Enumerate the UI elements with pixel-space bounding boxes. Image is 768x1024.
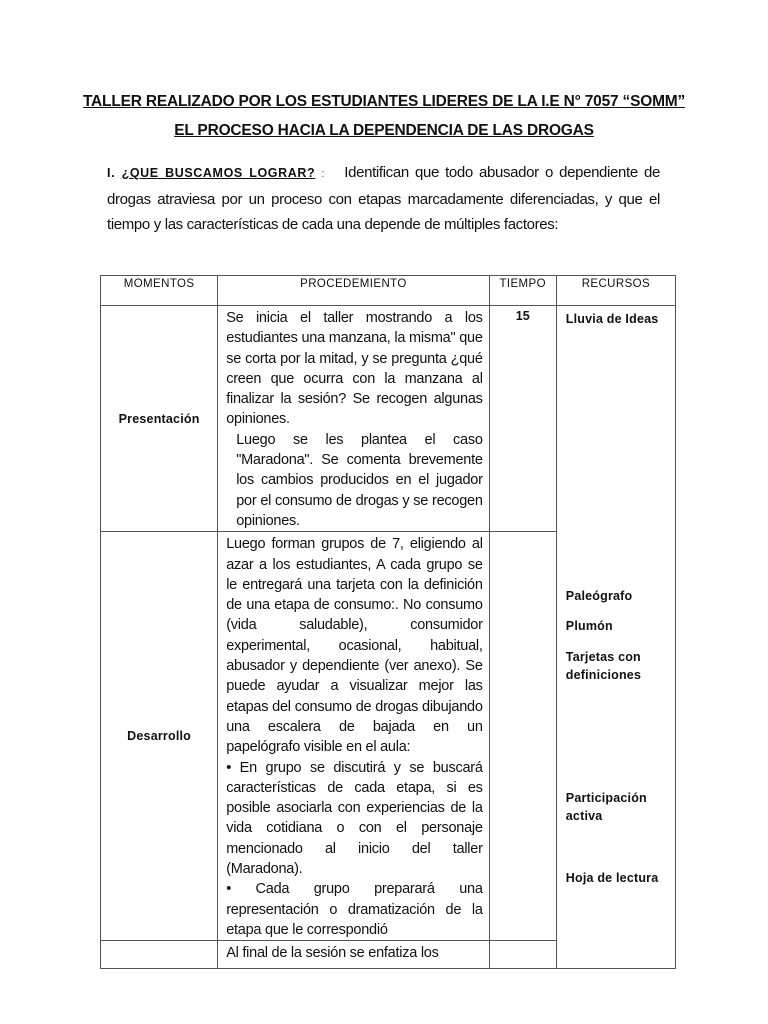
procedure-paragraph: Al final de la sesión se enfatiza los bbox=[226, 945, 439, 962]
document-subtitle: EL PROCESO HACIA LA DEPENDENCIA DE LAS DROGAS bbox=[174, 122, 594, 139]
objective-numeral: I. bbox=[107, 166, 116, 180]
momento-cell bbox=[101, 306, 218, 532]
procedure-paragraph: • Cada grupo preparará una representación o dramatización de la etapa que le correspondió bbox=[226, 881, 483, 938]
procedure-paragraph: Luego forman grupos de 7, eligiendo al azar a los estudiantes, A cada grupo se le entregará una tarjeta con la definición de una etapa de consumo:. No consumo (vida saludable), consumidor experimental, ocasional, habitual, abusador y dependiente (ver anexo). Se puede ayudar a visualizar mejor las etapas del consumo de drogas dibujando una escalera de bajada en un papelógrafo visible en el aula: bbox=[226, 536, 483, 756]
momento-desarrollo: Desarrollo bbox=[127, 729, 192, 744]
table-row bbox=[101, 306, 676, 532]
recurso-item: Participación activa bbox=[565, 791, 647, 823]
header-procedimiento: PROCEDEMIENTO bbox=[218, 276, 489, 306]
tiempo-cell bbox=[489, 941, 556, 969]
header-tiempo: TIEMPO bbox=[489, 276, 556, 306]
procedimiento-cell bbox=[218, 532, 489, 941]
recursos-cell bbox=[556, 306, 675, 969]
header-momentos: MOMENTOS bbox=[101, 276, 218, 306]
tiempo-value: 15 bbox=[515, 309, 530, 323]
objective-question: ¿QUE BUSCAMOS LOGRAR? bbox=[121, 166, 316, 180]
procedure-paragraph: Luego se les plantea el caso "Maradona". Se comenta brevemente los cambios producidos en el jugador por el consumo de drogas y se recogen opiniones. bbox=[236, 431, 483, 529]
momento-presentacion: Presentación bbox=[118, 411, 200, 426]
tiempo-cell bbox=[489, 532, 556, 941]
activity-table bbox=[100, 275, 676, 969]
recurso-item: Tarjetas con definiciones bbox=[565, 650, 642, 682]
header-recursos: RECURSOS bbox=[556, 276, 675, 306]
objective-text: Identifican que todo abusador o dependiente de drogas atraviesa por un proceso con etapas marcadamente diferenciadas, y que el tiempo y las características de cada una depende de múltiples factores: bbox=[107, 164, 660, 233]
table-header-row bbox=[101, 276, 676, 306]
momento-cell bbox=[101, 941, 218, 969]
procedure-paragraph: • En grupo se discutirá y se buscará características de cada etapa, si es posible asociarla con experiencias de la vida cotidiana o con el personaje mencionado al inicio del taller (Maradona). bbox=[226, 759, 483, 878]
objective-colon: : bbox=[321, 168, 325, 180]
procedimiento-cell bbox=[218, 941, 489, 969]
tiempo-cell bbox=[489, 306, 556, 532]
procedimiento-cell bbox=[218, 306, 489, 532]
recurso-item: Hoja de lectura bbox=[565, 871, 659, 885]
recurso-item: Paleógrafo bbox=[565, 589, 633, 603]
recurso-item: Lluvia de Ideas bbox=[565, 312, 659, 326]
momento-cell bbox=[101, 532, 218, 941]
objective-paragraph bbox=[107, 160, 660, 237]
procedure-paragraph: Se inicia el taller mostrando a los estudiantes una manzana, la misma" que se corta por la mitad, y se pregunta ¿qué creen que ocurra con la manzana al finalizar la sesión? Se recogen algunas opiniones. bbox=[226, 310, 483, 428]
document-title: TALLER REALIZADO POR LOS ESTUDIANTES LIDERES DE LA I.E N° 7057 “SOMM” bbox=[82, 93, 686, 110]
recurso-item: Plumón bbox=[565, 619, 613, 633]
objective-heading bbox=[107, 166, 315, 180]
